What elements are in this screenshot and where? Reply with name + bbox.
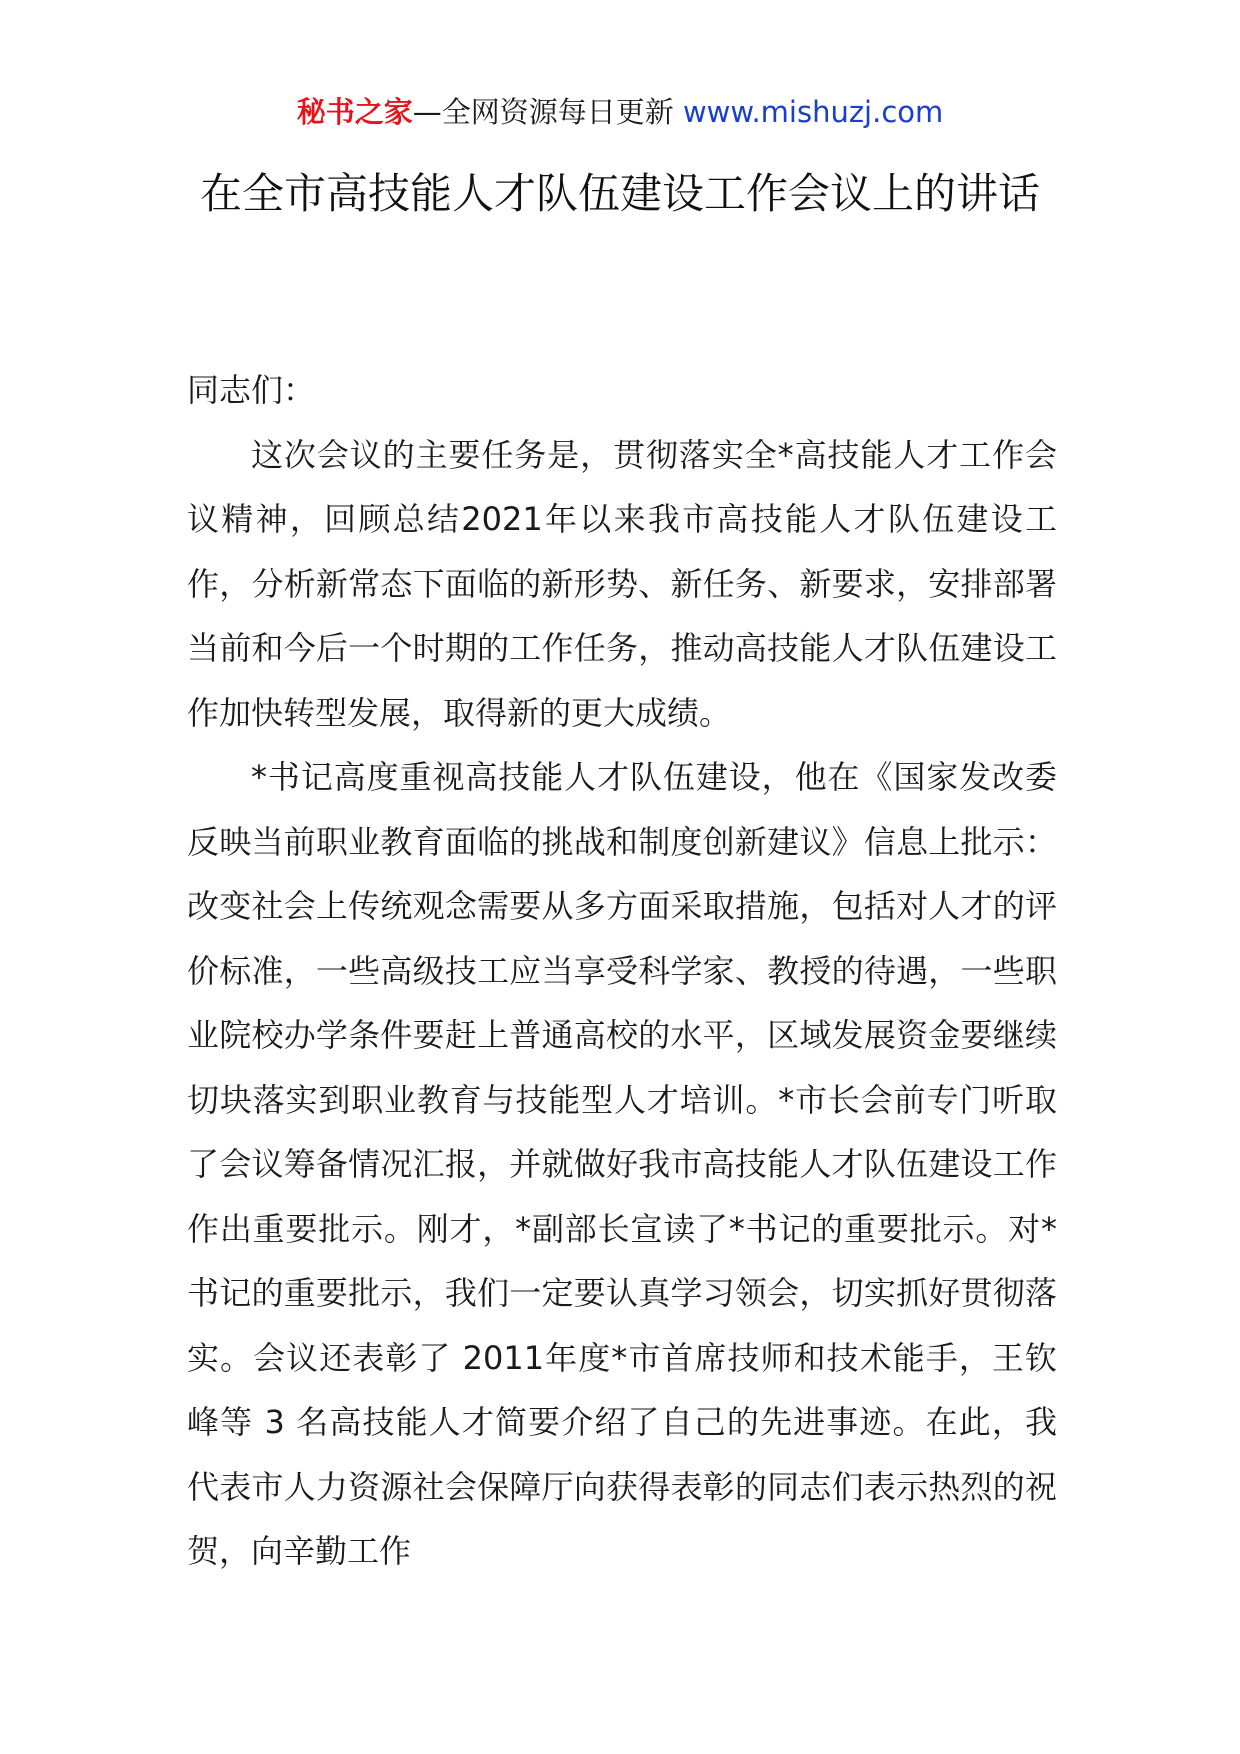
site-header <box>0 92 1240 132</box>
document-title: 在全市高技能人才队伍建设工作会议上的讲话 <box>199 169 1040 218</box>
site-url-link[interactable]: www.mishuzj.com <box>682 95 944 129</box>
greeting: 同志们： <box>187 371 316 409</box>
site-brand: 秘书之家 <box>296 95 413 129</box>
document-body <box>187 358 1057 1584</box>
site-tagline: —全网资源每日更新 <box>412 95 683 129</box>
paragraph: 这次会议的主要任务是，贯彻落实全*高技能人才工作会议精神，回顾总结2021年以来我市高技能人才队伍建设工作，分析新常态下面临的新形势、新任务、新要求，安排部署当前和今后一个时期的工作任务，推动高技能人才队伍建设工作加快转型发展，取得新的更大成绩。 <box>187 435 1057 732</box>
paragraph: *书记高度重视高技能人才队伍建设，他在《国家发改委反映当前职业教育面临的挑战和制度创新建议》信息上批示：改变社会上传统观念需要从多方面采取措施，包括对人才的评价标准，一些高级技工应当享受科学家、教授的待遇，一些职业院校办学条件要赶上普通高校的水平，区域发展资金要继续切块落实到职业教育与技能型人才培训。*市长会前专门听取了会议筹备情况汇报，并就做好我市高技能人才队伍建设工作作出重要批示。刚才，*副部长宣读了*书记的重要批示。对*书记的重要批示，我们一定要认真学习领会，切实抓好贯彻落实。会议还表彰了 2011年度*市首席技师和技术能手，王钦峰等 3 名高技能人才简要介绍了自己的先进事迹。在此，我代表市人力资源社会保障厅向获得表彰的同志们表示热烈的祝贺，向辛勤工作 <box>187 758 1057 1570</box>
